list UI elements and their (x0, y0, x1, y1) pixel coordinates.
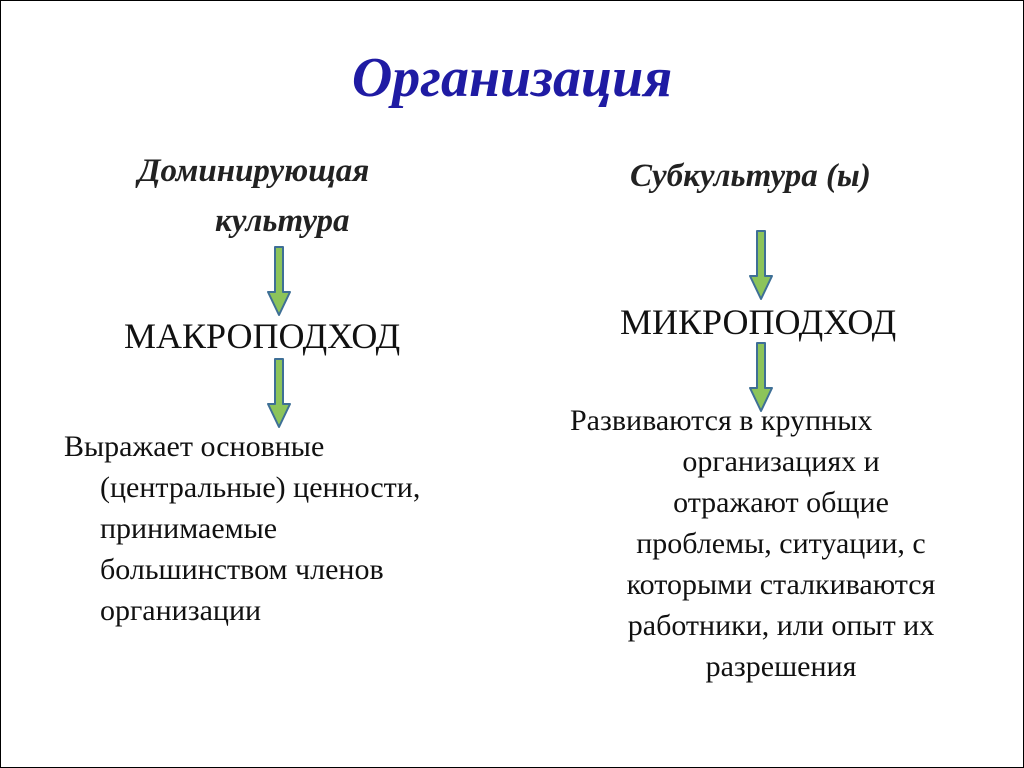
right-description-line: разрешения (705, 650, 857, 683)
right-description-line: которыми сталкиваются (626, 568, 936, 601)
left-description-line: организации (100, 594, 262, 627)
down-arrow-icon (267, 358, 291, 428)
right-description-line: организациях и (682, 445, 880, 478)
left-heading-line2: культура (215, 203, 350, 239)
left-description-line: принимаемые (100, 512, 278, 545)
macro-approach-label: МАКРОПОДХОД (124, 316, 401, 356)
left-heading-line1: Доминирующая (138, 153, 370, 189)
right-description (566, 400, 996, 687)
right-description-line: работники, или опыт их (627, 609, 935, 642)
right-description-line: Развиваются в крупных (570, 404, 873, 437)
micro-approach-label: МИКРОПОДХОД (620, 302, 897, 342)
down-arrow-icon (267, 246, 291, 316)
down-arrow-icon (749, 230, 773, 300)
left-description-line: большинством членов (100, 553, 384, 586)
right-description-line: проблемы, ситуации, с (636, 527, 926, 560)
left-description (64, 426, 524, 631)
right-description-line: отражают общие (673, 486, 889, 519)
right-heading: Субкультура (ы) (630, 158, 871, 194)
left-description-line: (центральные) ценности, (100, 471, 421, 504)
slide-title: Организация (351, 47, 673, 109)
left-description-line: Выражает основные (64, 430, 325, 463)
